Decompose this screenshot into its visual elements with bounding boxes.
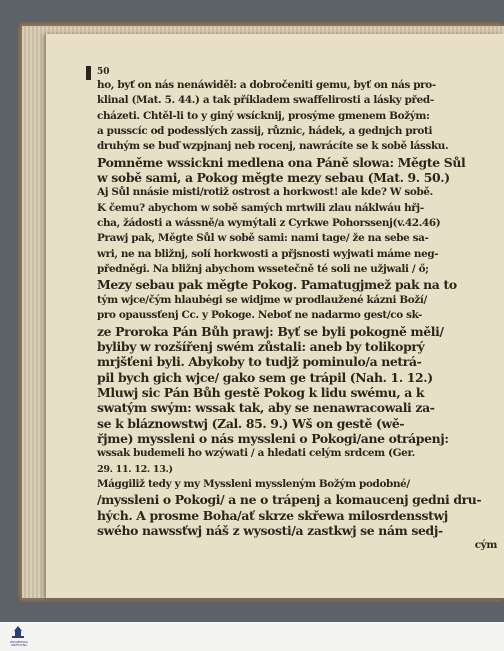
text-line: w sobě sami, a Pokog měgte mezy sebau (Mat. 9. 50.) xyxy=(97,170,450,186)
text-line: řjme) myssleni o nás myssleni o Pokogi/ane otrápenj: xyxy=(97,430,449,446)
text-line: swého nawssťwj náš z wysosti/a zastkwj se nám sedj- xyxy=(97,522,443,538)
text-line: Aj Sůl nnásie misti/rotiž ostrost a horkwost! ale kde? W sobě. xyxy=(97,186,433,199)
bookmark-tab xyxy=(86,66,91,80)
text-line: Pomněme wssickni medlena ona Páně slowa: Měgte Sůl xyxy=(97,154,466,170)
page-number: 50 xyxy=(97,67,110,77)
text-line: cházeti. Chtěl-li to y giný wsícknij, prosýme gmenem Božým: xyxy=(97,109,430,122)
text-line: ho, byť on nás nenáwiděl: a dobročeniti gemu, byť on nás pro- xyxy=(97,79,436,91)
text-line: Mággiliž tedy y my Myssleni myssleným Božým podobné/ xyxy=(97,477,410,490)
text-line: druhým se buď wzpjnanj neb rocenj, nawrácíte se k sobě lássku. xyxy=(97,140,449,153)
text-line: wri, ne na bližnj, solí horkwosti a přjsnosti wyjwati máme neg- xyxy=(97,247,439,260)
viewer-footer xyxy=(0,622,504,651)
text-line: klinal (Mat. 5. 44.) a tak příkladem swaffelirosti a lásky před- xyxy=(97,94,434,107)
text-line: se k bláznowstwj (Zal. 85. 9.) Wš on gestě (wě- xyxy=(97,415,405,431)
text-line: Prawj pak, Měgte Sůl w sobě sami: nami tage/ že na sebe sa- xyxy=(97,232,429,245)
text-line: hých. A prosme Boha/ať skrze skřewa milosrdensstwj xyxy=(97,507,448,523)
text-line: /myssleni o Pokogi/ a ne o trápenj a komaucenj gedni dru- xyxy=(97,492,482,508)
text-line: K čemu? abychom w sobě samých mrtwili zlau náklwáu hřj- xyxy=(97,201,424,214)
text-line: tým wjce/čým hlaubėgi se widjme w prodlaužené kázni Boží/ xyxy=(97,293,427,306)
text-line: 29. 11. 12. 13.) xyxy=(97,463,173,475)
catchword: cým xyxy=(474,539,497,552)
text-line: swatým swým: wssak tak, aby se nenawracowali za- xyxy=(97,400,435,416)
page-text xyxy=(97,78,497,554)
text-line: předněgi. Na bližnj abychom wssetečně té soli ne užjwali / ő; xyxy=(97,263,429,276)
text-line: mrjšťeni byli. Abykoby to tudjž pominulo/a netrá- xyxy=(97,354,422,370)
text-line: byliby w rozšířenj swém zůstali: aneb by tolikoprý xyxy=(97,338,425,354)
text-line: wssak budemeli ho wzýwati / a hledati celým srdcem (Ger. xyxy=(97,447,415,460)
text-line: cha, žádosti a wássně/a wymýtali z Cyrkwe Pohorssenj(v.42.46) xyxy=(97,217,441,230)
text-line: pil bych gich wjce/ gako sem ge trápil (Nah. 1. 12.) xyxy=(97,369,433,385)
text-line: a pusscíc od podesslých zassij, různic, hádek, a gednjch proti xyxy=(97,125,433,138)
library-name: ZNOJEMSKÁ KNIHOVNA xyxy=(10,640,28,648)
text-line: Mezy sebau pak měgte Pokog. Pamatugjmež pak na to xyxy=(97,277,457,293)
text-line: pro opaussťenj Cc. y Pokoge. Neboť ne nadarmo gest/co sk- xyxy=(97,309,422,322)
text-line: Mluwj sic Pán Bůh gestě Pokog k lidu swému, a k xyxy=(97,384,425,400)
text-line: ze Proroka Pán Bůh prawj: Byť se byli pokogně měli/ xyxy=(97,323,444,339)
